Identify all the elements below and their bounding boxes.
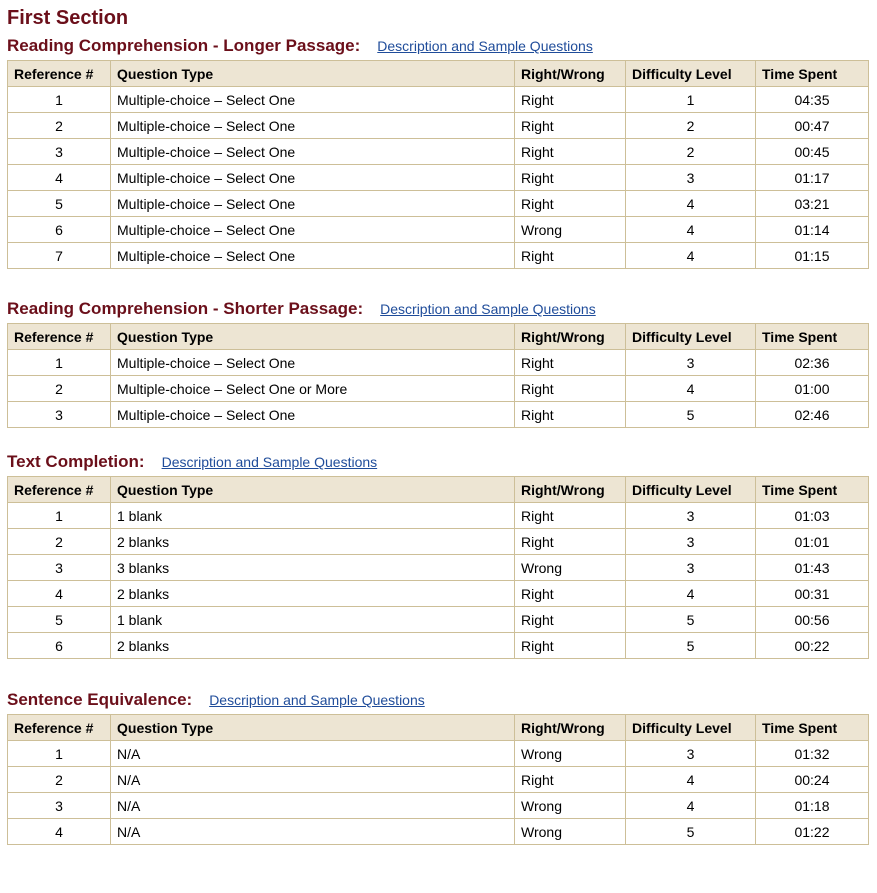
cell-ref: 1 [8, 350, 111, 376]
group-heading [7, 448, 868, 476]
cell-time: 01:14 [756, 217, 869, 243]
column-header-time: Time Spent [756, 324, 869, 350]
cell-diff: 5 [626, 607, 756, 633]
column-header-ref: Reference # [8, 61, 111, 87]
cell-ref: 4 [8, 165, 111, 191]
table-row [8, 376, 869, 402]
table-row [8, 581, 869, 607]
table-row [8, 503, 869, 529]
group-title: Reading Comprehension - Shorter Passage: [7, 299, 364, 318]
cell-rw: Right [515, 607, 626, 633]
cell-ref: 1 [8, 741, 111, 767]
description-sample-questions-link[interactable]: Description and Sample Questions [377, 38, 593, 54]
cell-rw: Right [515, 633, 626, 659]
column-header-rw: Right/Wrong [515, 324, 626, 350]
cell-time: 00:56 [756, 607, 869, 633]
cell-rw: Wrong [515, 555, 626, 581]
cell-diff: 5 [626, 633, 756, 659]
cell-type: Multiple-choice – Select One [111, 350, 515, 376]
column-header-rw: Right/Wrong [515, 477, 626, 503]
cell-type: 2 blanks [111, 581, 515, 607]
cell-type: N/A [111, 741, 515, 767]
cell-diff: 3 [626, 503, 756, 529]
question-group [7, 448, 868, 659]
cell-diff: 4 [626, 191, 756, 217]
cell-type: Multiple-choice – Select One [111, 139, 515, 165]
table-row [8, 607, 869, 633]
cell-diff: 4 [626, 793, 756, 819]
cell-ref: 2 [8, 767, 111, 793]
cell-time: 01:00 [756, 376, 869, 402]
cell-diff: 2 [626, 139, 756, 165]
cell-type: N/A [111, 793, 515, 819]
cell-rw: Right [515, 113, 626, 139]
cell-diff: 4 [626, 376, 756, 402]
cell-time: 01:03 [756, 503, 869, 529]
cell-ref: 7 [8, 243, 111, 269]
results-table [7, 476, 869, 659]
question-group [7, 32, 868, 269]
column-header-time: Time Spent [756, 715, 869, 741]
cell-time: 00:22 [756, 633, 869, 659]
cell-ref: 4 [8, 819, 111, 845]
column-header-type: Question Type [111, 477, 515, 503]
cell-diff: 3 [626, 165, 756, 191]
description-sample-questions-link[interactable]: Description and Sample Questions [380, 301, 596, 317]
cell-type: 3 blanks [111, 555, 515, 581]
cell-rw: Right [515, 376, 626, 402]
table-row [8, 243, 869, 269]
cell-ref: 5 [8, 191, 111, 217]
cell-type: N/A [111, 819, 515, 845]
group-heading [7, 295, 868, 323]
cell-diff: 4 [626, 581, 756, 607]
question-group [7, 686, 868, 845]
cell-diff: 4 [626, 243, 756, 269]
column-header-type: Question Type [111, 715, 515, 741]
cell-time: 00:47 [756, 113, 869, 139]
cell-rw: Right [515, 243, 626, 269]
cell-rw: Right [515, 139, 626, 165]
cell-ref: 3 [8, 555, 111, 581]
results-table [7, 714, 869, 845]
question-group [7, 295, 868, 428]
cell-time: 04:35 [756, 87, 869, 113]
group-heading [7, 686, 868, 714]
table-row [8, 529, 869, 555]
cell-time: 03:21 [756, 191, 869, 217]
column-header-rw: Right/Wrong [515, 715, 626, 741]
cell-ref: 1 [8, 87, 111, 113]
cell-ref: 5 [8, 607, 111, 633]
cell-ref: 1 [8, 503, 111, 529]
column-header-diff: Difficulty Level [626, 324, 756, 350]
table-row [8, 767, 869, 793]
cell-diff: 1 [626, 87, 756, 113]
cell-rw: Wrong [515, 741, 626, 767]
table-row [8, 819, 869, 845]
table-row [8, 350, 869, 376]
cell-ref: 3 [8, 793, 111, 819]
table-header-row [8, 324, 869, 350]
cell-ref: 6 [8, 633, 111, 659]
group-spacer [7, 659, 868, 686]
group-heading [7, 32, 868, 60]
cell-rw: Wrong [515, 819, 626, 845]
table-row [8, 633, 869, 659]
cell-time: 01:01 [756, 529, 869, 555]
column-header-ref: Reference # [8, 324, 111, 350]
cell-type: Multiple-choice – Select One [111, 87, 515, 113]
cell-time: 01:32 [756, 741, 869, 767]
group-spacer [7, 269, 868, 295]
cell-diff: 5 [626, 819, 756, 845]
column-header-diff: Difficulty Level [626, 477, 756, 503]
cell-diff: 2 [626, 113, 756, 139]
cell-time: 01:17 [756, 165, 869, 191]
section-title: First Section [7, 7, 129, 29]
question-groups [7, 32, 868, 845]
table-row [8, 165, 869, 191]
table-row [8, 87, 869, 113]
cell-type: Multiple-choice – Select One [111, 165, 515, 191]
table-header-row [8, 715, 869, 741]
cell-diff: 3 [626, 529, 756, 555]
cell-rw: Right [515, 165, 626, 191]
cell-type: Multiple-choice – Select One [111, 113, 515, 139]
results-table [7, 323, 869, 428]
cell-time: 02:46 [756, 402, 869, 428]
cell-time: 00:31 [756, 581, 869, 607]
cell-type: Multiple-choice – Select One [111, 217, 515, 243]
cell-rw: Right [515, 191, 626, 217]
cell-ref: 4 [8, 581, 111, 607]
cell-rw: Right [515, 87, 626, 113]
cell-diff: 5 [626, 402, 756, 428]
cell-ref: 2 [8, 376, 111, 402]
column-header-diff: Difficulty Level [626, 61, 756, 87]
cell-ref: 3 [8, 139, 111, 165]
column-header-type: Question Type [111, 61, 515, 87]
description-sample-questions-link[interactable]: Description and Sample Questions [161, 454, 378, 470]
score-report-page [7, 5, 868, 845]
column-header-diff: Difficulty Level [626, 715, 756, 741]
cell-type: Multiple-choice – Select One [111, 191, 515, 217]
cell-ref: 3 [8, 402, 111, 428]
cell-type: 1 blank [111, 503, 515, 529]
column-header-time: Time Spent [756, 61, 869, 87]
cell-type: Multiple-choice – Select One [111, 243, 515, 269]
column-header-time: Time Spent [756, 477, 869, 503]
cell-type: Multiple-choice – Select One [111, 402, 515, 428]
cell-rw: Wrong [515, 217, 626, 243]
cell-type: 2 blanks [111, 529, 515, 555]
group-spacer [7, 428, 868, 448]
cell-diff: 3 [626, 555, 756, 581]
column-header-ref: Reference # [8, 477, 111, 503]
group-title: Reading Comprehension - Longer Passage: [7, 36, 361, 55]
cell-time: 01:22 [756, 819, 869, 845]
cell-time: 01:18 [756, 793, 869, 819]
table-row [8, 139, 869, 165]
cell-type: Multiple-choice – Select One or More [111, 376, 515, 402]
table-row [8, 555, 869, 581]
cell-time: 02:36 [756, 350, 869, 376]
table-row [8, 793, 869, 819]
cell-diff: 4 [626, 217, 756, 243]
cell-ref: 2 [8, 113, 111, 139]
cell-rw: Right [515, 503, 626, 529]
table-row [8, 191, 869, 217]
cell-rw: Right [515, 529, 626, 555]
results-table [7, 60, 869, 269]
cell-time: 01:43 [756, 555, 869, 581]
cell-type: 1 blank [111, 607, 515, 633]
cell-diff: 3 [626, 741, 756, 767]
cell-ref: 6 [8, 217, 111, 243]
table-row [8, 402, 869, 428]
table-header-row [8, 477, 869, 503]
column-header-ref: Reference # [8, 715, 111, 741]
cell-ref: 2 [8, 529, 111, 555]
group-title: Text Completion: [7, 452, 145, 471]
cell-rw: Right [515, 767, 626, 793]
cell-time: 01:15 [756, 243, 869, 269]
cell-rw: Right [515, 581, 626, 607]
group-title: Sentence Equivalence: [7, 690, 193, 709]
table-header-row [8, 61, 869, 87]
table-row [8, 113, 869, 139]
column-header-rw: Right/Wrong [515, 61, 626, 87]
cell-rw: Right [515, 350, 626, 376]
cell-diff: 3 [626, 350, 756, 376]
cell-rw: Wrong [515, 793, 626, 819]
table-row [8, 217, 869, 243]
description-sample-questions-link[interactable]: Description and Sample Questions [209, 692, 425, 708]
cell-time: 00:24 [756, 767, 869, 793]
column-header-type: Question Type [111, 324, 515, 350]
cell-type: 2 blanks [111, 633, 515, 659]
cell-time: 00:45 [756, 139, 869, 165]
cell-type: N/A [111, 767, 515, 793]
table-row [8, 741, 869, 767]
cell-diff: 4 [626, 767, 756, 793]
cell-rw: Right [515, 402, 626, 428]
